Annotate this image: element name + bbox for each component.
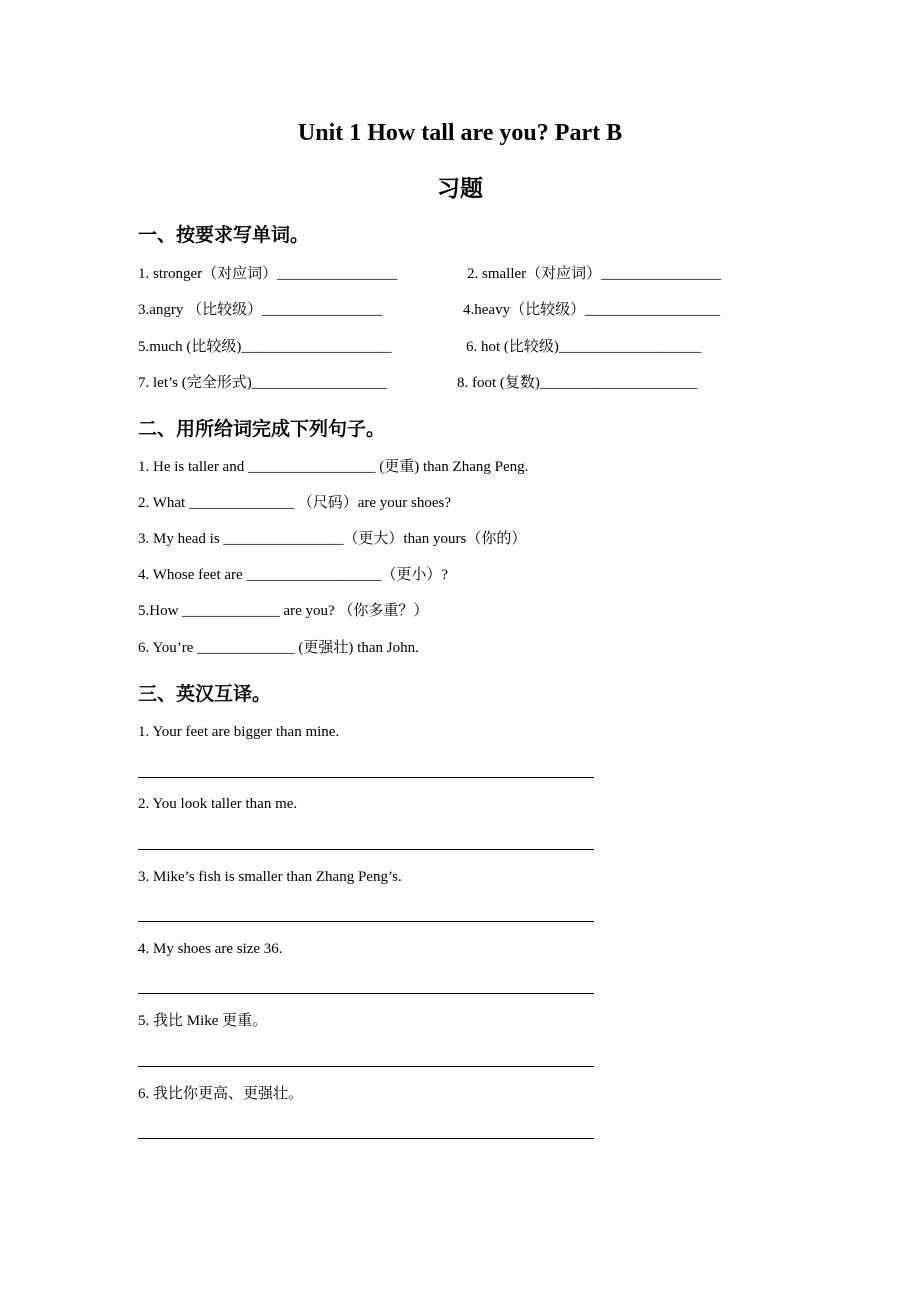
answer-line[interactable]: [138, 993, 594, 994]
answer-line[interactable]: [138, 921, 594, 922]
answer-line[interactable]: [138, 1138, 594, 1139]
section-2-item: 6. You’re _____________ (更强壮) than John.: [138, 640, 419, 656]
section-3-item: 3. Mike’s fish is smaller than Zhang Peng’s.: [138, 869, 402, 885]
section-2-item: 1. He is taller and _________________ (更重) than Zhang Peng.: [138, 459, 529, 475]
section-3-item: 1. Your feet are bigger than mine.: [138, 724, 340, 740]
section-2-item: 2. What ______________ （尺码）are your shoes?: [138, 495, 452, 511]
page-subtitle: 习题: [437, 176, 483, 202]
page-title: Unit 1 How tall are you? Part B: [297, 120, 623, 146]
section-3-item: 4. My shoes are size 36.: [138, 941, 283, 957]
section-3-item: 5. 我比 Mike 更重。: [138, 1013, 268, 1029]
section-3-item: 2. You look taller than me.: [138, 796, 298, 812]
section-1-heading: 一、按要求写单词。: [138, 224, 310, 246]
section-1-item: 1. stronger（对应词）________________: [138, 266, 398, 282]
section-1-item: 5.much (比较级)____________________: [138, 339, 392, 355]
section-2-item: 5.How _____________ are you? （你多重？）: [138, 603, 429, 619]
section-3-item: 6. 我比你更高、更强壮。: [138, 1086, 304, 1102]
section-1-item: 3.angry （比较级）________________: [138, 302, 383, 318]
answer-line[interactable]: [138, 849, 594, 850]
section-1-item: 2. smaller（对应词）________________: [467, 266, 722, 282]
answer-line[interactable]: [138, 777, 594, 778]
section-2-item: 4. Whose feet are __________________（更小）?: [138, 567, 449, 583]
section-1-item: 4.heavy（比较级）__________________: [463, 302, 721, 318]
answer-line[interactable]: [138, 1066, 594, 1067]
section-1-item: 7. let’s (完全形式)__________________: [138, 375, 387, 391]
section-2-item: 3. My head is ________________（更大）than yours（你的）: [138, 531, 527, 547]
section-2-heading: 二、用所给词完成下列句子。: [138, 418, 386, 440]
section-1-item: 8. foot (复数)_____________________: [457, 375, 698, 391]
section-1-item: 6. hot (比较级)___________________: [466, 339, 702, 355]
section-3-heading: 三、英汉互译。: [138, 683, 272, 705]
